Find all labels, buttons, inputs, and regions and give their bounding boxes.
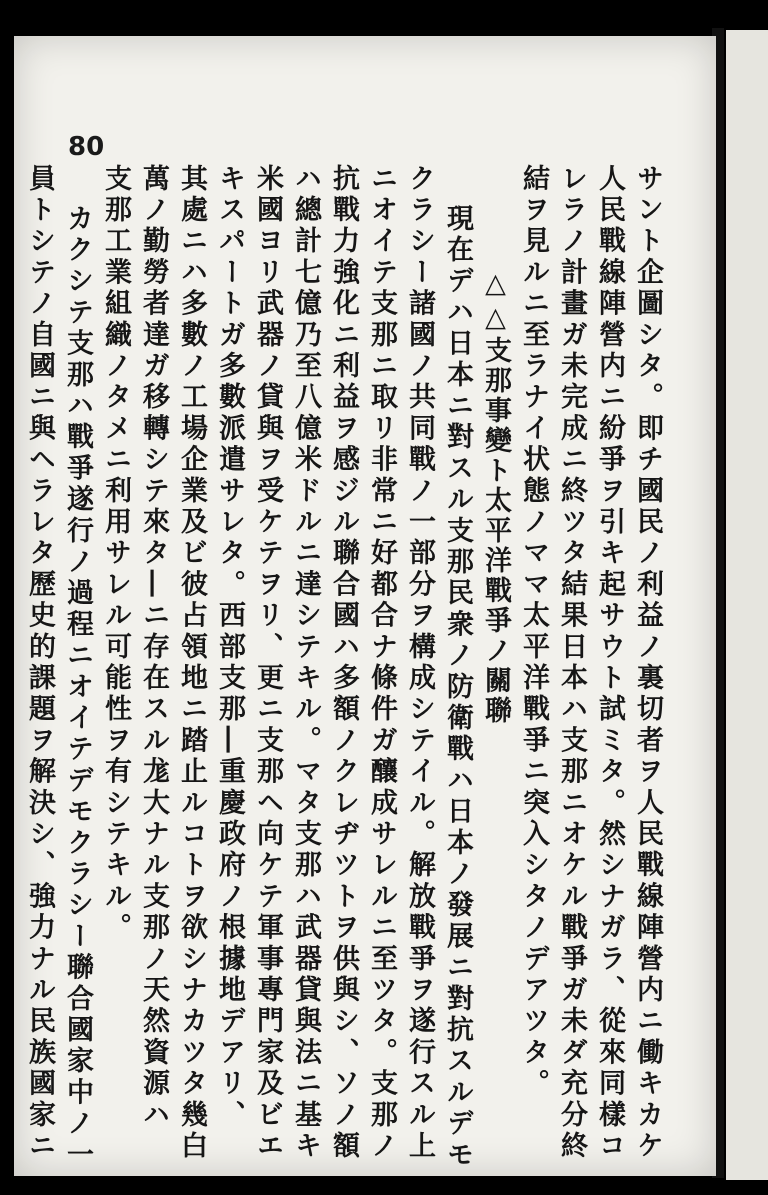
text-column-9: 抗戰力強化ニ利益ヲ感ジル聯合國ハ多額ノクレヂツトヲ供與シ、ソノ額 [328,164,359,1163]
text-column-6: 現在デハ日本ニ對スル支那民衆ノ防衛戰ハ日本ノ發展ニ對抗スルデモ [442,204,473,1172]
text-column-2: 人民戰線陣營内ニ紛爭ヲ引キ起サウト試ミタ。然シナガラ、從來同樣コ [594,164,625,1163]
page-number: 80 [68,132,105,162]
text-column-12: キスパートガ多數派遣サレタ。西部支那―重慶政府ノ根據地デアリ、 [214,164,245,1132]
text-column-17: 員トシテノ自國ニ與ヘラレタ歷史的課題ヲ解決シ、強力ナル民族國家ニ [24,164,55,1163]
text-column-13: 其處ニハ多數ノ工場企業及ビ彼占領地ニ踏止ルコトヲ欲シナカツタ幾白 [176,164,207,1163]
text-column-10: ハ總計七億乃至八億米ドルニ達シテキル。マタ支那ハ武器貸與法ニ基キ [290,164,321,1163]
text-column-1: サント企圖シタ。即チ國民ノ利益ノ裏切者ヲ人民戰線陣營内ニ働キカケ [632,164,663,1163]
text-column-15: 支那工業組織ノタメニ利用サレル可能性ヲ有シテキル。 [100,164,131,944]
text-column-11: 米國ヨリ武器ノ貸與ヲ受ケテヲリ、更ニ支那ヘ向ケテ軍事專門家及ビエ [252,164,283,1163]
text-column-4: 結ヲ見ルニ至ラナイ状態ノママ太平洋戰爭ニ突入シタノデアツタ。 [518,164,549,1100]
section-heading: △△支那事變ト太平洋戰爭ノ關聯 [480,268,511,726]
next-page-edge [726,30,768,1180]
text-column-8: ニオイテ支那ニ取リ非常ニ好都合ナ條件ガ釀成サレルニ至ツタ。支那ノ [366,164,397,1163]
text-column-7: クラシー諸國ノ共同戰ノ一部分ヲ構成シテイル。解放戰爭ヲ遂行スル上 [404,164,435,1163]
text-column-14: 萬ノ勤勞者達ガ移轉シテ來タ―ニ存在スル尨大ナル支那ノ天然資源ハ [138,164,169,1132]
text-column-16: カクシテ支那ハ戰爭遂行ノ過程ニオイテデモクラシー聯合國家中ノ一 [62,204,93,1172]
book-page [14,36,716,1176]
text-column-3: レラノ計畫ガ未完成ニ終ツタ結果日本ハ支那ニオケル戰爭ガ未ダ充分終 [556,164,587,1163]
